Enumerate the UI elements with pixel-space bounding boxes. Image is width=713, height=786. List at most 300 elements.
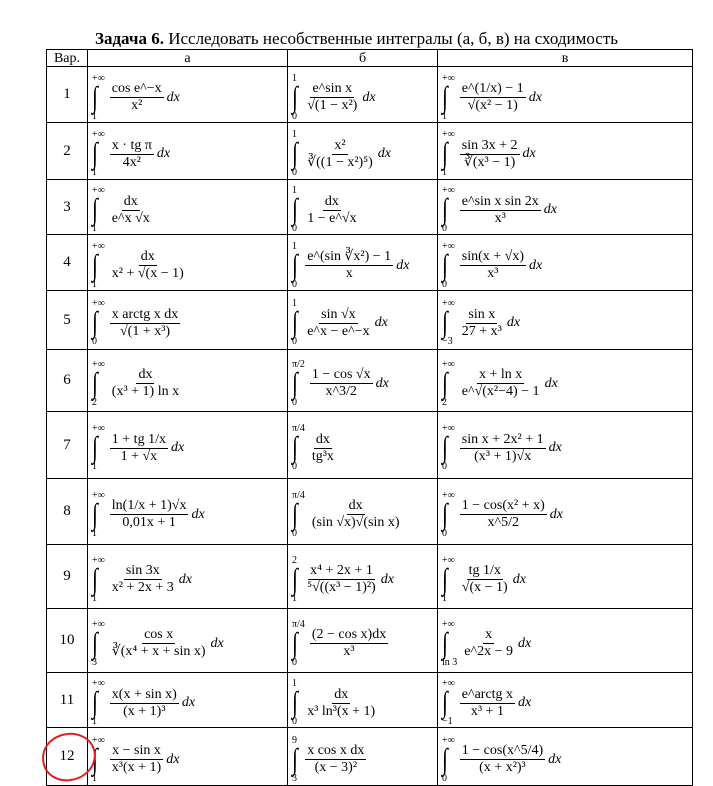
variant-number: 11 [47,673,88,728]
integral [292,491,404,539]
lower-limit: 2 [442,396,447,408]
lower-limit: 1 [292,592,297,604]
table-row [47,180,693,235]
numerator: dx [334,686,349,702]
denominator: 0,01x + 1 [122,515,176,530]
lower-limit: 1 [92,167,97,178]
upper-limit: 2 [292,554,297,566]
upper-limit: +∞ [442,358,455,370]
integral-symbol: ∫ [442,431,448,464]
numerator: 1 − cos(x^5/4) [461,743,544,758]
lower-limit: 1 [92,223,97,234]
integral-sign [292,556,300,604]
denominator: x^5/2 [487,515,519,530]
integral-symbol: ∫ [292,193,298,226]
denominator: ∛((1 − x²)⁵) [307,154,373,170]
numerator: dx [140,249,155,264]
upper-limit: π/4 [292,489,305,501]
integral-sign [442,424,455,472]
lower-limit: 3 [92,656,97,668]
integral-sign [442,242,455,290]
integral-symbol: ∫ [92,248,98,282]
integral-cell-b [288,350,438,412]
integral [442,491,563,539]
variant-number: 1 [47,67,88,123]
upper-limit: +∞ [92,489,105,501]
denominator: x³(x + 1) [111,760,162,775]
table-row [47,545,693,609]
integral-sign [442,186,455,234]
integral-sign [92,74,105,122]
integral-symbol: ∫ [292,686,298,719]
variant-number: 6 [47,350,88,412]
integral-cell-b [288,609,438,673]
dx-label: dx [181,695,196,710]
table-row [47,412,693,479]
fraction [462,628,515,659]
integral [92,130,170,178]
fraction [305,82,359,113]
dx-label: dx [156,146,171,161]
denominator: x² + √(x − 1) [111,266,184,281]
table-row [47,609,693,673]
denominator: x [345,266,353,281]
upper-limit: 1 [292,298,297,309]
integral-symbol: ∫ [442,562,448,596]
integral-symbol: ∫ [442,248,448,282]
fraction [460,195,541,226]
integral-sign [292,360,305,408]
integral-sign [442,736,455,784]
numerator: x² [334,137,346,153]
variant-number: 10 [47,609,88,673]
integral-symbol: ∫ [92,431,98,464]
integral [92,186,154,234]
table-row [47,291,693,350]
variant-number: 4 [47,235,88,291]
numerator: tg 1/x [468,563,501,578]
fraction [110,744,163,775]
dx-label: dx [517,635,532,651]
integral [442,130,536,178]
integral [92,242,188,290]
integral-cell-a [88,67,288,123]
denominator: (x − 3)² [314,760,358,775]
integral-cell-a [88,673,288,728]
integral [92,299,182,347]
denominator: √(1 − x²) [307,98,358,113]
numerator: x cos x dx [307,743,365,758]
denominator: 1 − e^√x [307,210,357,226]
upper-limit: +∞ [92,129,105,140]
dx-label: dx [522,146,536,161]
lower-limit: 1 [92,592,97,604]
integral-symbol: ∫ [292,497,298,531]
fraction [460,250,526,281]
table-row [47,67,693,123]
integral [442,620,531,668]
lower-limit: 0 [92,336,97,347]
integral [92,620,224,668]
integral-cell-c [438,479,693,545]
numerator: e^(1/x) − 1 [461,81,524,96]
upper-limit: +∞ [442,489,455,501]
header-b: б [288,50,438,67]
fraction [310,628,388,659]
integral-sign [92,360,105,408]
integral-sign [92,736,105,784]
integral [292,556,394,604]
integral [442,736,561,784]
denominator: √(x − 1) [461,580,508,595]
task-number: Задача 6. [94,29,164,48]
integral-sign [92,556,105,604]
integral-cell-c [438,180,693,235]
upper-limit: +∞ [442,298,455,309]
upper-limit: +∞ [442,240,455,252]
integral [442,299,520,347]
fraction [305,308,371,339]
integral-cell-a [88,609,288,673]
integral [292,620,390,668]
integral-sign [292,424,305,472]
integral-sign [442,74,455,122]
upper-limit: +∞ [92,72,105,84]
integral-symbol: ∫ [92,626,98,660]
integral-symbol: ∫ [92,366,98,400]
fraction [110,139,154,170]
fraction [460,308,504,339]
lower-limit: 0 [442,223,447,234]
variant-number: 12 [47,728,88,786]
variant-number: 2 [47,123,88,180]
lower-limit: 3 [292,772,297,784]
integral [292,186,361,234]
upper-limit: π/2 [292,358,305,370]
integral-symbol: ∫ [442,686,448,719]
integral-sign [292,679,300,727]
integral-sign [292,74,300,122]
denominator: e^x − e^−x [307,323,370,339]
table-row [47,479,693,545]
numerator: 1 − cos(x² + x) [461,498,545,513]
table-row [47,350,693,412]
integral-symbol: ∫ [92,80,98,114]
integral-cell-c [438,545,693,609]
integral [92,491,205,539]
integral [442,74,542,122]
upper-limit: 1 [292,240,297,252]
integral-symbol: ∫ [442,497,448,531]
integral-cell-c [438,67,693,123]
dx-label: dx [210,635,224,651]
integral-symbol: ∫ [292,562,298,596]
lower-limit: 1 [92,278,97,290]
integral-sign [442,556,455,604]
denominator: (x + x²)³ [479,760,526,775]
upper-limit: +∞ [92,423,105,434]
integral-cell-a [88,350,288,412]
dx-label: dx [191,506,205,522]
dx-label: dx [506,315,521,330]
lower-limit: 1 [92,461,97,472]
denominator: (x + 1)³ [123,703,166,719]
dx-label: dx [528,89,542,105]
fraction [460,368,542,399]
dx-label: dx [549,506,563,522]
numerator: ln(1/x + 1)√x [111,498,187,513]
integral [292,679,379,727]
lower-limit: −3 [442,336,453,347]
table-row [47,673,693,728]
numerator: x(x + sin x) [111,686,177,702]
integral [292,360,389,408]
denominator: √(1 + x³) [119,323,171,339]
dx-label: dx [374,315,388,330]
lower-limit: 1 [92,716,97,727]
upper-limit: +∞ [92,240,105,252]
header-variant: Вар. [47,50,88,67]
integral-symbol: ∫ [292,306,298,339]
fraction [110,368,181,399]
integral [442,242,542,290]
integral-symbol: ∫ [292,80,298,114]
variant-number: 5 [47,291,88,350]
denominator: (x³ + 1) ln x [111,384,180,399]
upper-limit: +∞ [442,72,455,84]
numerator: e^sin x sin 2x [461,193,539,209]
fraction [305,195,358,226]
numerator: dx [123,193,138,209]
integral [292,130,391,178]
denominator: √(x² − 1) [467,98,518,113]
lower-limit: 0 [292,278,297,290]
denominator: x³ [487,266,499,281]
numerator: sin 3x [125,563,160,578]
numerator: dx [324,193,339,209]
lower-limit: ln 3 [442,656,458,668]
denominator: 27 + x³ [461,323,502,339]
integral-cell-b [288,412,438,479]
fraction [305,744,366,775]
upper-limit: 1 [292,129,297,140]
lower-limit: 0 [292,396,297,408]
integral-cell-a [88,123,288,180]
upper-limit: +∞ [92,734,105,746]
integral-cell-b [288,180,438,235]
header-a: а [88,50,288,67]
upper-limit: +∞ [92,678,105,689]
integral-symbol: ∫ [442,742,448,776]
integral-symbol: ∫ [92,497,98,531]
integral-cell-b [288,479,438,545]
denominator: x³ [494,210,506,226]
numerator: x⁴ + 2x + 1 [310,563,373,578]
integral-symbol: ∫ [92,193,98,226]
numerator: 1 − cos √x [311,367,371,382]
numerator: x + ln x [479,367,523,382]
denominator: x³ [343,644,355,659]
denominator: 4x² [122,154,141,170]
denominator: x² + 2x + 3 [111,580,174,595]
lower-limit: 1 [442,110,447,122]
upper-limit: +∞ [442,423,455,434]
fraction [110,82,164,113]
integral [442,360,558,408]
integrals-table [46,49,693,786]
integral-sign [292,130,300,178]
header-c: в [438,50,693,67]
fraction [110,433,168,464]
integral-sign [92,242,105,290]
table-row [47,123,693,180]
integral-sign [442,130,455,178]
denominator: (sin √x)√(sin x) [311,515,400,530]
lower-limit: 0 [442,461,447,472]
fraction [310,499,402,530]
integral-symbol: ∫ [92,742,98,776]
integral [442,679,531,727]
integral-sign [292,242,300,290]
integral-symbol: ∫ [292,248,298,282]
denominator: e^2x − 9 [464,644,513,659]
fraction [305,250,393,281]
integral [442,556,526,604]
lower-limit: 1 [92,110,97,122]
integral-cell-a [88,728,288,786]
fraction [110,250,186,281]
denominator: ⁵√((x³ − 1)²) [307,580,376,595]
integral-symbol: ∫ [442,626,448,660]
integral [292,424,338,472]
numerator: e^sin x [312,81,353,96]
task-text: Исследовать несобственные интегралы (а, б, в) на сходимость [168,29,619,48]
lower-limit: 0 [442,772,447,784]
integral [92,556,192,604]
variant-number: 3 [47,180,88,235]
fraction [110,308,180,339]
lower-limit: 0 [292,167,297,178]
numerator: x [485,627,493,642]
lower-limit: 0 [442,527,447,539]
integral-sign [92,424,105,472]
dx-label: dx [380,571,394,587]
fraction [460,82,526,113]
upper-limit: +∞ [442,129,455,140]
upper-limit: +∞ [92,554,105,566]
variant-number: 9 [47,545,88,609]
dx-label: dx [518,695,532,710]
upper-limit: 1 [292,678,297,689]
integral-cell-c [438,412,693,479]
integral [292,74,376,122]
upper-limit: +∞ [442,554,455,566]
integral-symbol: ∫ [292,366,298,400]
integral-symbol: ∫ [292,742,298,776]
table-row [47,235,693,291]
dx-label: dx [375,375,389,391]
numerator: dx [315,431,330,447]
integral-sign [292,299,300,347]
numerator: sin √x [321,306,356,322]
integral-symbol: ∫ [442,137,448,170]
lower-limit: 1 [92,772,97,784]
integral [292,299,388,347]
upper-limit: +∞ [442,618,455,630]
integral-cell-b [288,235,438,291]
denominator: ∛(x⁴ + x + sin x) [111,644,206,659]
dx-label: dx [548,751,562,767]
dx-label: dx [512,571,526,587]
integral-sign [292,620,305,668]
numerator: 1 + tg 1/x [111,431,166,447]
fraction [460,744,545,775]
upper-limit: +∞ [92,298,105,309]
integral [92,424,184,472]
upper-limit: +∞ [92,185,105,196]
lower-limit: 0 [292,716,297,727]
denominator: ∛(x³ − 1) [463,154,516,170]
integral-cell-c [438,123,693,180]
fraction [305,139,375,170]
integral-sign [92,299,105,347]
fraction [110,628,208,659]
numerator: e^(sin ∛x²) − 1 [307,249,392,264]
lower-limit: 1 [442,592,447,604]
page-title [0,28,713,50]
dx-label: dx [543,202,557,217]
dx-label: dx [362,89,376,105]
integral-sign [292,491,305,539]
integral-symbol: ∫ [292,626,298,660]
dx-label: dx [178,571,192,587]
numerator: cos x [144,627,174,642]
integral-sign [92,679,105,727]
fraction [305,564,378,595]
fraction [460,688,515,719]
lower-limit: 1 [442,167,447,178]
fraction [460,499,547,530]
integral-cell-c [438,673,693,728]
lower-limit: 0 [292,527,297,539]
numerator: x · tg π [111,137,152,153]
fraction [460,139,520,170]
fraction [110,195,152,226]
lower-limit: 1 [92,527,97,539]
integral-cell-b [288,123,438,180]
integral [92,679,195,727]
integral [442,186,557,234]
dx-label: dx [396,257,410,273]
integral-symbol: ∫ [442,366,448,400]
lower-limit: 0 [292,110,297,122]
integral-symbol: ∫ [92,137,98,170]
fraction [310,368,373,399]
integral-cell-c [438,728,693,786]
lower-limit: −1 [442,716,453,727]
table-row [47,728,693,786]
upper-limit: 1 [292,72,297,84]
lower-limit: 0 [442,278,447,290]
integral-cell-c [438,235,693,291]
dx-label: dx [166,89,180,105]
fraction [110,688,179,719]
integral [92,74,180,122]
denominator: (x³ + 1)√x [474,448,532,464]
integral-cell-c [438,609,693,673]
denominator: tg³x [311,448,334,464]
integral-symbol: ∫ [442,193,448,226]
